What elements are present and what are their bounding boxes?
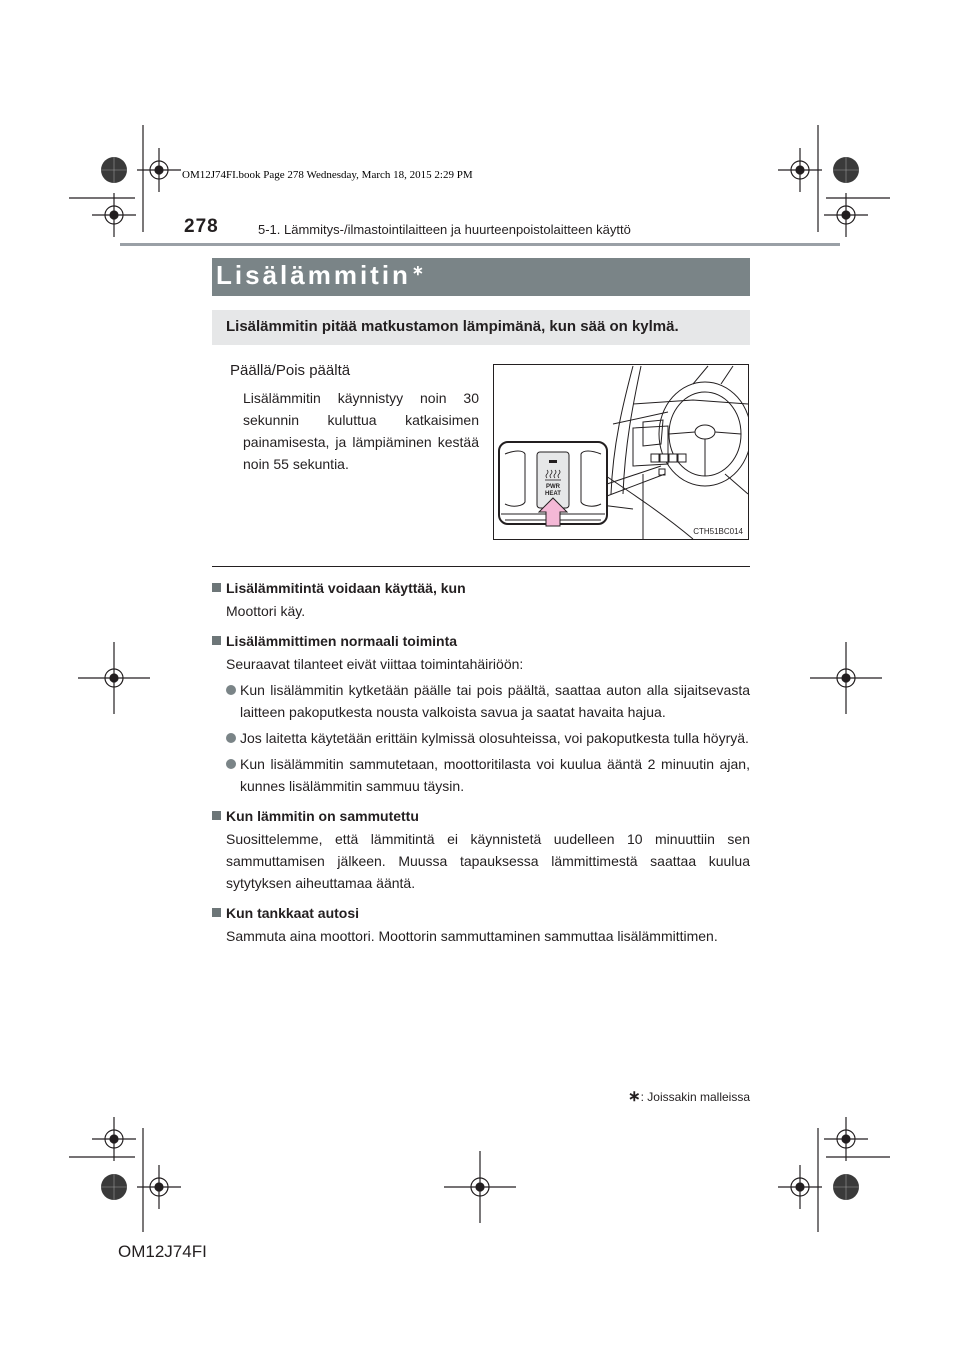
- summary-text: Lisälämmitin pitää matkustamon lämpimänä, kun sää on kylmä.: [226, 318, 679, 335]
- note-heading: Lisälämmitintä voidaan käyttää, kun: [212, 578, 750, 598]
- note-refueling: [212, 903, 750, 947]
- note-operating-condition: [212, 578, 750, 622]
- button-label-heat: HEAT: [545, 491, 561, 497]
- dashboard-drawing: [493, 364, 749, 540]
- illustration-code: CTH51BC014: [693, 527, 743, 536]
- on-off-description: Lisälämmitin käynnistyy noin 30 sekunnin kuluttua katkaisimen painamisesta, ja lämpiäminen kestää noin 55 sekuntia.: [243, 390, 479, 472]
- page-title: [216, 260, 424, 291]
- heater-switch-illustration: [493, 364, 749, 540]
- button-label-pwr: PWR: [546, 484, 560, 490]
- page-title-text: Lisälämmitin: [216, 260, 411, 290]
- note-text: Sammuta aina moottori. Moottorin sammuttaminen sammuttaa lisälämmittimen.: [226, 928, 718, 944]
- footnote-text: : Joissakin malleissa: [640, 1090, 750, 1104]
- header-rule: [120, 243, 840, 246]
- note-after-switch-off: [212, 806, 750, 894]
- list-item: [226, 727, 750, 749]
- book-info: OM12J74FI.book Page 278 Wednesday, March 18, 2015 2:29 PM: [182, 169, 473, 181]
- page-number: 278: [184, 216, 219, 237]
- footnote: [598, 1087, 750, 1105]
- section-header: 5-1. Lämmitys-/ilmastointilaitteen ja huurteenpoistolaitteen käyttö: [258, 222, 631, 237]
- note-text: Moottori käy.: [226, 603, 306, 619]
- list-item: [226, 679, 750, 723]
- note-text: Suosittelemme, että lämmitintä ei käynnistetä uudelleen 10 minuuttiin sen sammuttamisen jälkeen. Muussa tapauksessa lämmittimestä saattaa kuulua sytytyksen aiheuttamaa ääntä.: [226, 831, 750, 891]
- title-banner: [212, 258, 750, 296]
- note-heading: Kun lämmitin on sammutettu: [212, 806, 750, 826]
- section-divider: [212, 566, 750, 567]
- bullet-icon: [226, 733, 236, 743]
- list-item-text: Jos laitetta käytetään erittäin kylmissä olosuhteissa, voi pakoputkesta tulla höyryä.: [240, 730, 749, 746]
- on-off-heading: Päällä/Pois päältä: [230, 362, 351, 379]
- note-text: Seuraavat tilanteet eivät viittaa toimintahäiriöön:: [226, 656, 524, 672]
- bullet-icon: [226, 685, 236, 695]
- list-item-text: Kun lisälämmitin sammutetaan, moottoritilasta voi kuulua ääntä 2 minuutin ajan, kunnes lisälämmitin sammuu täysin.: [240, 756, 750, 794]
- bullet-icon: [226, 759, 236, 769]
- model-code: OM12J74FI: [118, 1242, 207, 1261]
- note-heading: Lisälämmittimen normaali toiminta: [212, 631, 750, 651]
- list-item: [226, 753, 750, 797]
- list-item-text: Kun lisälämmitin kytketään päälle tai pois päältä, saattaa auton alla sijaitsevasta laitteen pakoputkesta nousta valkoista savua ja saatat havaita hajua.: [240, 682, 750, 720]
- note-heading: Kun tankkaat autosi: [212, 903, 750, 923]
- notes-section: [212, 578, 750, 947]
- title-footnote-mark: ∗: [411, 262, 424, 278]
- footnote-mark: ∗: [628, 1088, 641, 1105]
- note-normal-operation: [212, 631, 750, 797]
- summary-box: [212, 310, 750, 345]
